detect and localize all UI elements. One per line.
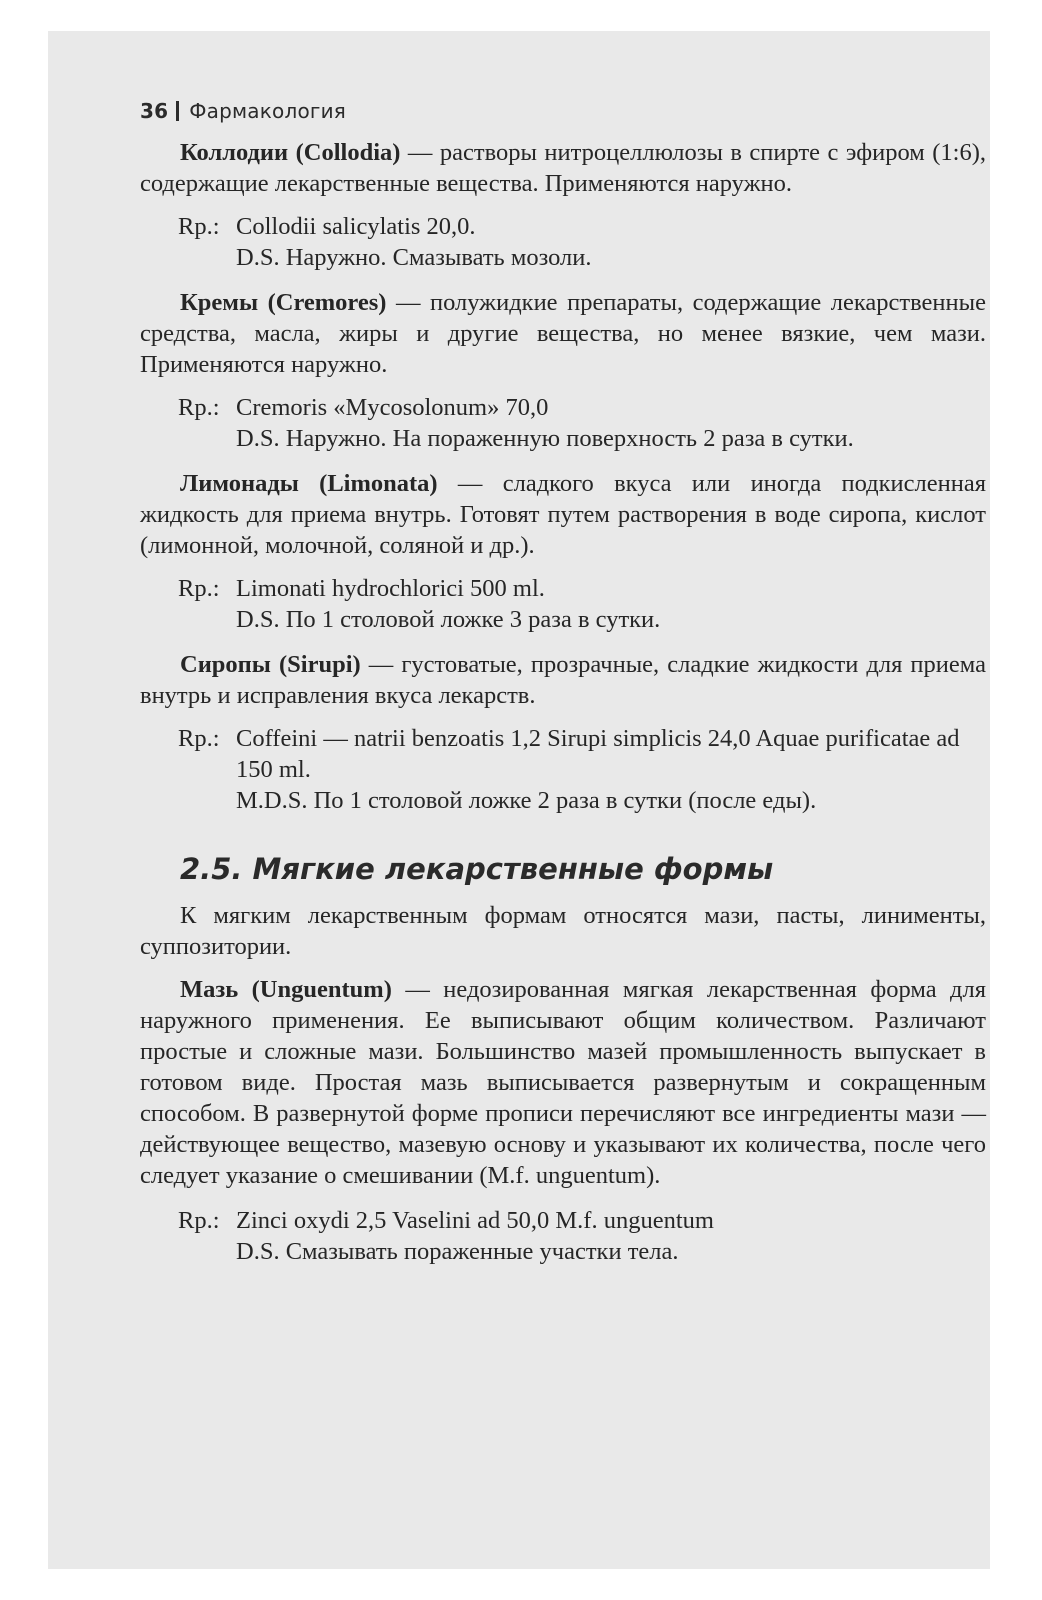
running-title: Фармакология [189,99,347,123]
collodia-prescription [178,211,986,273]
rx-line: M.D.S. По 1 столовой ложке 2 раза в сутки (после еды). [236,787,817,814]
rx-line: Zinci oxydi 2,5 Vaselini ad 50,0 M.f. unguentum [236,1207,714,1234]
rx-label: Rp.: [178,575,220,602]
sirupi-term: Сиропы (Sirupi) [180,651,361,678]
rx-line: D.S. По 1 столовой ложке 3 раза в сутки. [236,606,661,633]
cremores-prescription [178,392,986,454]
rx-label: Rp.: [178,213,220,240]
unguentum-paragraph [140,974,986,1191]
rx-line: Collodii salicylatis 20,0. [236,213,476,240]
sirupi-text: — густоватые, прозрачные, сладкие жидкости для приема внутрь и исправления вкуса лекарств. [140,651,986,709]
page-content [140,99,986,1267]
cremores-text: — полужидкие препараты, содержащие лекарственные средства, масла, жиры и другие вещества, но менее вязкие, чем мази. Применяются наружно. [140,289,986,378]
limonata-text: — сладкого вкуса или иногда подкисленная жидкость для приема внутрь. Готовят путем растворения в воде сиропа, кислот (лимонной, молочной, соляной и др.). [140,470,986,559]
book-page [48,31,990,1569]
cremores-term: Кремы (Cremores) [180,289,387,316]
rx-label: Rp.: [178,1207,220,1234]
unguentum-prescription [178,1205,986,1267]
rx-label: Rp.: [178,725,220,752]
collodia-paragraph [140,137,986,199]
running-head [140,99,986,123]
rx-line: Cremoris «Mycosolonum» 70,0 [236,394,549,421]
rx-line: D.S. Смазывать пораженные участки тела. [236,1238,679,1265]
unguentum-term: Мазь (Unguentum) [180,976,392,1003]
limonata-paragraph [140,468,986,561]
rx-line: D.S. Наружно. Смазывать мозоли. [236,244,592,271]
header-divider [176,101,179,121]
rx-label: Rp.: [178,394,220,421]
section-heading: 2.5. Мягкие лекарственные формы [180,852,774,886]
rx-line: Coffeini — natrii benzoatis 1,2 Sirupi simplicis 24,0 Aquae purificatae ad 150 ml. [236,725,960,783]
cremores-paragraph [140,287,986,380]
limonata-prescription [178,573,986,635]
limonata-term: Лимонады (Limonata) [180,470,438,497]
sirupi-paragraph [140,649,986,711]
page-number: 36 [140,99,169,123]
collodia-term: Коллодии (Collodia) [180,139,401,166]
collodia-text: — растворы нитроцеллюлозы в спирте с эфиром (1:6), содержащие лекарственные вещества. Применяются наружно. [140,139,986,197]
section-intro: К мягким лекарственным формам относятся мази, пасты, линименты, суппозитории. [140,902,986,960]
rx-line: Limonati hydrochlorici 500 ml. [236,575,545,602]
sirupi-prescription [178,723,986,816]
unguentum-text: — недозированная мягкая лекарственная форма для наружного применения. Ее выписывают общим количеством. Различают простые и сложные мази. Большинство мазей промышленность выпускает в готовом виде. Простая мазь выписывается развернутым и сокращенным способом. В развернутой форме прописи перечисляют все ингредиенты мази — действующее вещество, мазевую основу и указывают их количества, после чего следует указание о смешивании (M.f. unguentum). [140,976,986,1189]
rx-line: D.S. Наружно. На пораженную поверхность 2 раза в сутки. [236,425,854,452]
